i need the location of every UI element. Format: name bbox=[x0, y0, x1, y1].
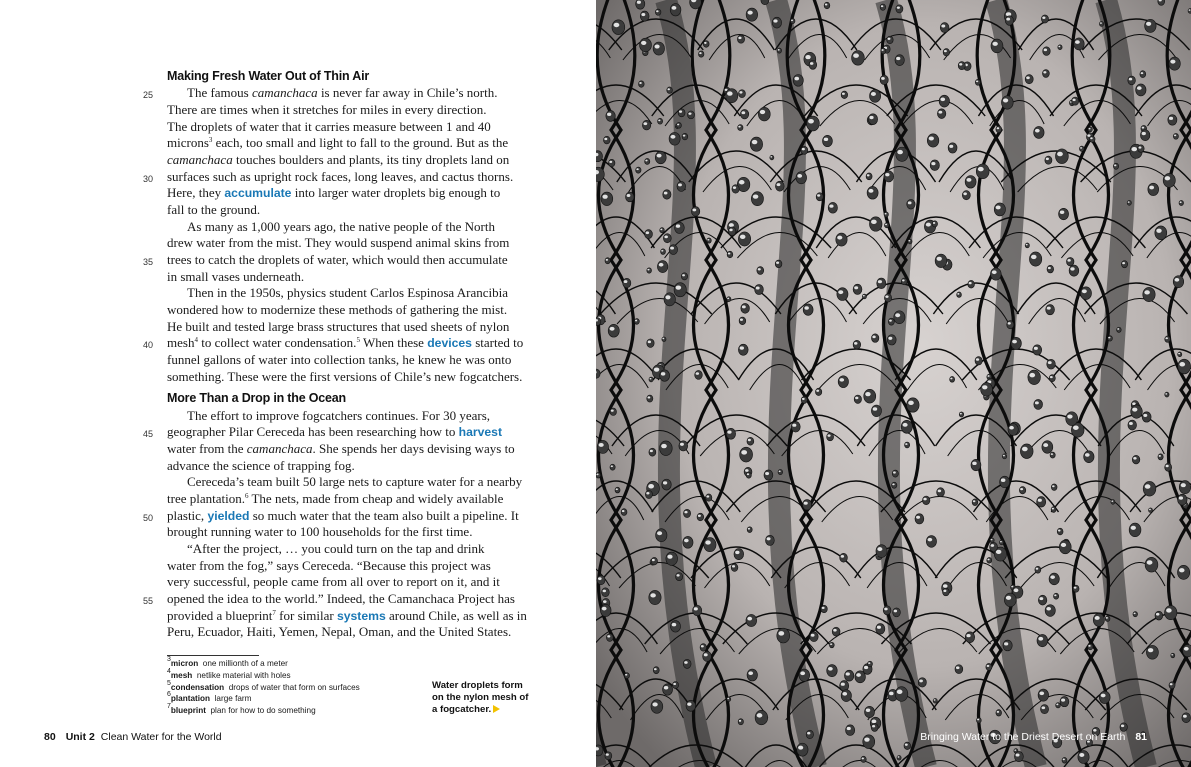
right-page-photo bbox=[596, 0, 1191, 767]
footer-right bbox=[920, 731, 1147, 743]
body-line: drew water from the mist. They would suspend animal skins from bbox=[167, 235, 510, 250]
chapter-title: Bringing Water to the Driest Desert on Earth bbox=[920, 731, 1126, 743]
footer-left bbox=[44, 731, 222, 743]
page-number: 81 bbox=[1135, 731, 1147, 743]
body-line: “After the project, … you could turn on the tap and drink bbox=[187, 541, 485, 556]
section-heading-1: Making Fresh Water Out of Thin Air bbox=[167, 69, 370, 83]
body-line: water from the camanchaca. She spends her days devising ways to bbox=[167, 441, 515, 456]
body-line: The effort to improve fogcatchers continues. For 30 years, bbox=[187, 408, 490, 423]
body-line: funnel gallons of water into collection tanks, he knew he was onto bbox=[167, 352, 512, 367]
body-line: fall to the ground. bbox=[167, 202, 261, 217]
body-line: Here, they accumulate into larger water droplets big enough to bbox=[167, 185, 501, 200]
body-line: The droplets of water that it carries measure between 1 and 40 bbox=[167, 119, 491, 134]
body-line: Peru, Ecuador, Haiti, Yemen, Nepal, Oman, and the United States. bbox=[167, 624, 512, 639]
section-heading-2: More Than a Drop in the Ocean bbox=[167, 391, 346, 405]
body-line: Then in the 1950s, physics student Carlos Espinosa Arancibia bbox=[187, 285, 508, 300]
unit-title: Clean Water for the World bbox=[100, 731, 222, 743]
footnote: $^4$mesh netlike material with holes bbox=[167, 668, 291, 680]
line-number: 50 bbox=[143, 513, 154, 523]
caption-line: a fogcatcher. bbox=[432, 704, 528, 716]
body-line: The famous camanchaca is never far away in Chile’s north. bbox=[187, 85, 498, 100]
vocab-word[interactable]: accumulate bbox=[224, 186, 292, 200]
body-line: geographer Pilar Cereceda has been researching how to harvest bbox=[167, 424, 503, 439]
body-line: provided a blueprint$^7$ for similar systems around Chile, as well as in bbox=[167, 608, 527, 623]
footnote-rule bbox=[167, 655, 259, 656]
line-number: 30 bbox=[143, 174, 154, 184]
body-line: advance the science of trapping fog. bbox=[167, 458, 355, 473]
photo-caption bbox=[432, 680, 528, 716]
body-line: opened the idea to the world.” Indeed, the Camanchaca Project has bbox=[167, 591, 515, 606]
footnote: $^6$plantation large farm bbox=[167, 691, 252, 703]
body-line: in small vases underneath. bbox=[167, 269, 305, 284]
body-line: There are times when it stretches for miles in every direction. bbox=[167, 102, 487, 117]
vocab-word[interactable]: yielded bbox=[207, 509, 250, 523]
body-line: tree plantation.$^6$ The nets, made from cheap and widely available bbox=[167, 491, 504, 506]
body-line: As many as 1,000 years ago, the native people of the North bbox=[187, 219, 495, 234]
body-line: trees to catch the droplets of water, which would then accumulate bbox=[167, 252, 508, 267]
body-line: surfaces such as upright rock faces, long leaves, and cactus thorns. bbox=[167, 169, 514, 184]
vocab-word[interactable]: systems bbox=[336, 609, 386, 623]
line-number: 40 bbox=[143, 340, 154, 350]
body-line: something. These were the first versions of Chile’s new fogcatchers. bbox=[167, 369, 523, 384]
body-line: very successful, people came from all over to report on it, and it bbox=[167, 574, 500, 589]
vocab-word[interactable]: harvest bbox=[458, 425, 503, 439]
page-number: 80 bbox=[44, 731, 56, 743]
body-line: camanchaca touches boulders and plants, its tiny droplets land on bbox=[167, 152, 510, 167]
line-number: 45 bbox=[143, 429, 154, 439]
footnote: $^3$micron one millionth of a meter bbox=[167, 656, 288, 668]
arrow-right-icon bbox=[493, 705, 500, 713]
body-line: Cereceda’s team built 50 large nets to capture water for a nearby bbox=[187, 474, 523, 489]
unit-label: Unit 2 bbox=[65, 731, 95, 743]
body-line: mesh$^4$ to collect water condensation.$^5$ When these devices started to bbox=[167, 335, 524, 350]
body-line: plastic, yielded so much water that the team also built a pipeline. It bbox=[167, 508, 519, 523]
body-line: He built and tested large brass structures that used sheets of nylon bbox=[167, 319, 510, 334]
caption-line: on the nylon mesh of bbox=[432, 692, 529, 703]
body-line: wondered how to modernize these methods of gathering the mist. bbox=[167, 302, 508, 317]
footnote: $^7$blueprint plan for how to do something bbox=[167, 703, 316, 715]
line-number: 55 bbox=[143, 596, 154, 606]
body-line: microns$^3$ each, too small and light to fall to the ground. But as the bbox=[167, 135, 509, 150]
fogcatcher-mesh-photo bbox=[596, 0, 1191, 767]
line-number: 25 bbox=[143, 90, 154, 100]
body-line: water from the fog,” says Cereceda. “Because this project was bbox=[167, 558, 491, 573]
vocab-word[interactable]: devices bbox=[427, 336, 472, 350]
body-line: brought running water to 100 households for the first time. bbox=[167, 524, 473, 539]
line-number: 35 bbox=[143, 257, 154, 267]
footnote: $^5$condensation drops of water that form on surfaces bbox=[167, 680, 360, 692]
caption-line: Water droplets form bbox=[432, 680, 523, 691]
